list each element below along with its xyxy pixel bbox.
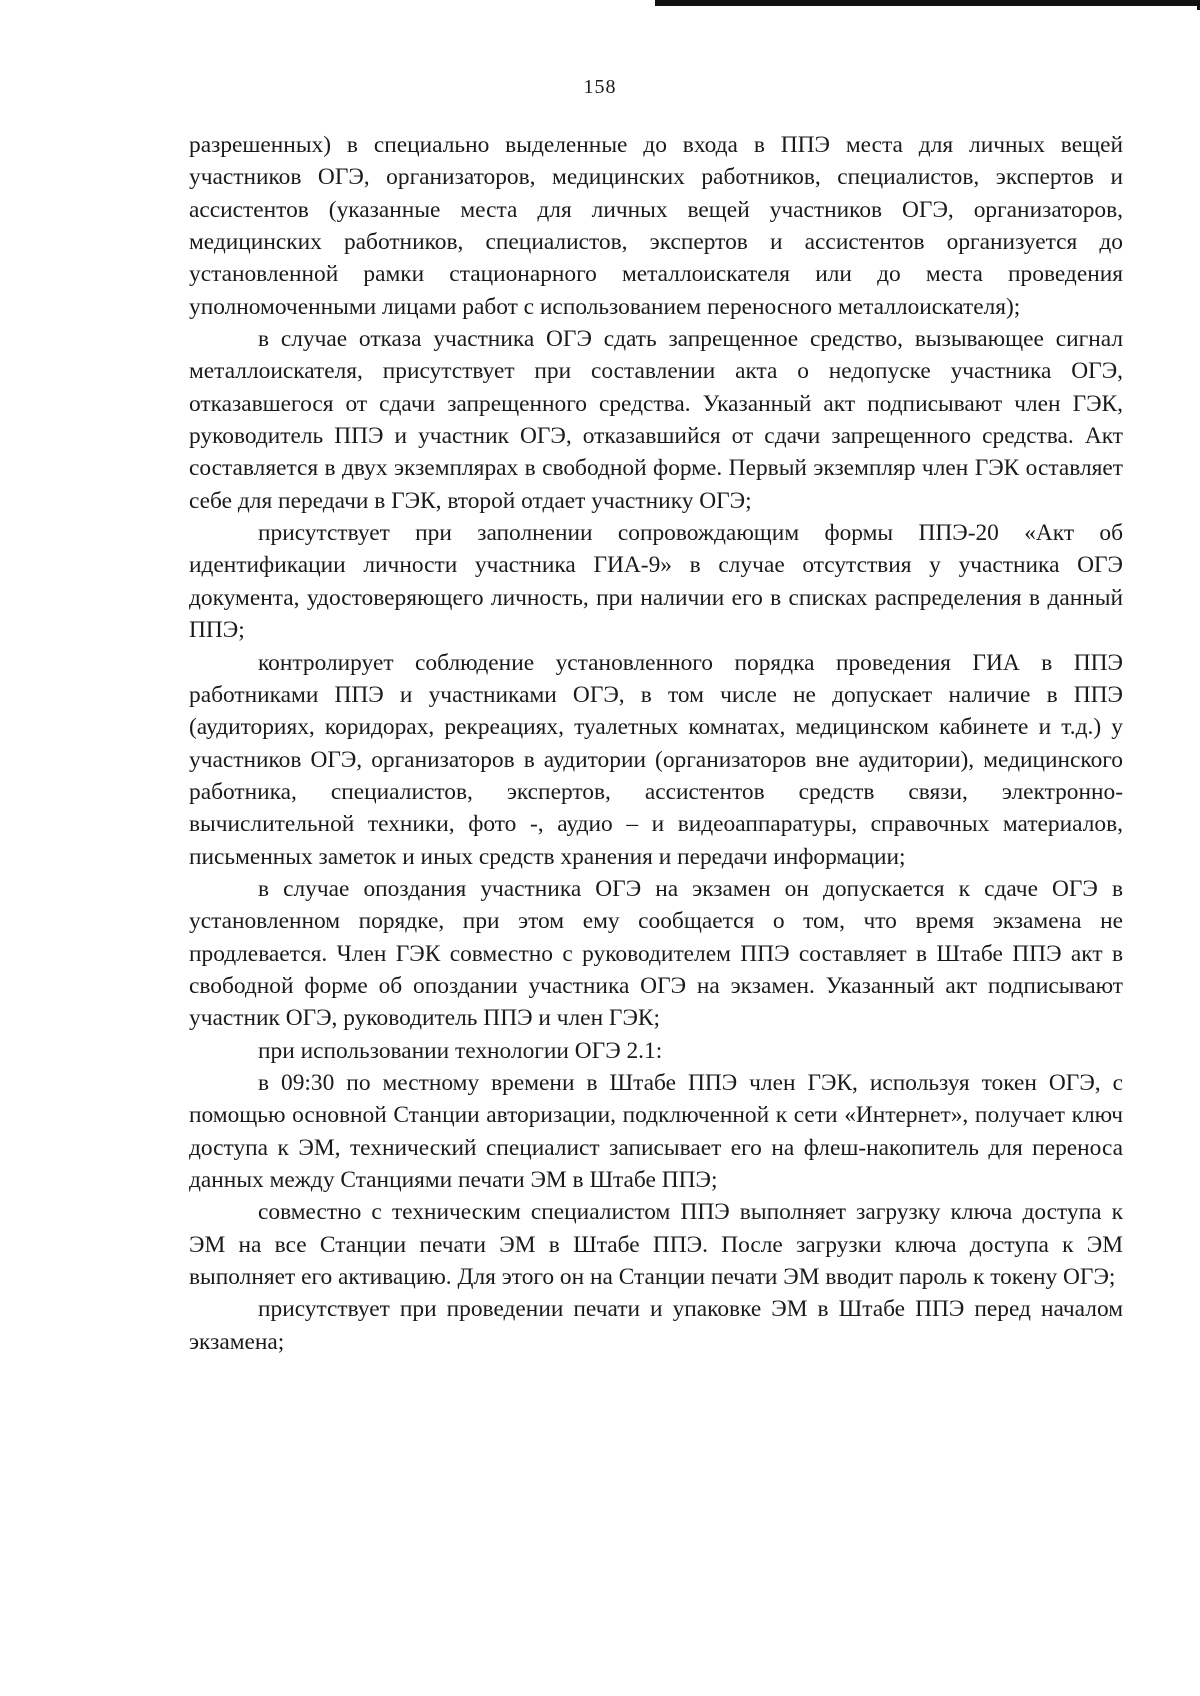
paragraph-personal-items: разрешенных) в специально выделенные до входа в ППЭ места для личных вещей участников ОГЭ, организаторов, медицинских работников, специалистов, экспертов и ассистентов (указанные места для личных вещей участников ОГЭ, организаторов, медицинских работников, специалистов, экспертов и ассистентов организуется до установленной рамки стационарного металлоискателя или до места проведения уполномоченными лицами работ с использованием переносного металлоискателя); [189,132,1123,320]
page-number: 158 [583,76,617,98]
paragraph-late-arrival: в случае опоздания участника ОГЭ на экзамен он допускается к сдаче ОГЭ в установленном порядке, при этом ему сообщается о том, что время экзамена не продлевается. Член ГЭК совместно с руководителем ППЭ составляет в Штабе ППЭ акт в свободной форме об опоздании участника ОГЭ на экзамен. Указанный акт подписывают участник ОГЭ, руководитель ППЭ и член ГЭК; [189,875,1123,1032]
document-body [189,129,1123,1358]
paragraph-technology-heading: при использовании технологии ОГЭ 2.1: [258,1037,663,1064]
paragraph-refusal-act: в случае отказа участника ОГЭ сдать запрещенное средство, вызывающее сигнал металлоискателя, присутствует при составлении акта о недопуске участника ОГЭ, отказавшегося от сдачи запрещенного средства. Указанный акт подписывают член ГЭК, руководитель ППЭ и участник ОГЭ, отказавшийся от сдачи запрещенного средства. Акт составляется в двух экземплярах в свободной форме. Первый экземпляр член ГЭК оставляет себе для передачи в ГЭК, второй отдает участнику ОГЭ; [189,326,1123,514]
paragraph-access-key: в 09:30 по местному времени в Штабе ППЭ член ГЭК, используя токен ОГЭ, с помощью основной Станции авторизации, подключенной к сети «Интернет», получает ключ доступа к ЭМ, технический специалист записывает его на флеш-накопитель для переноса данных между Станциями печати ЭМ в Штабе ППЭ; [189,1069,1123,1193]
scan-border-top [655,0,1200,6]
paragraph-identification-act: присутствует при заполнении сопровождающим формы ППЭ-20 «Акт об идентификации личности участника ГИА-9» в случае отсутствия у участника ОГЭ документа, удостоверяющего личность, при наличии его в списках распределения в данный ППЭ; [189,520,1123,644]
paragraph-control-order: контролирует соблюдение установленного порядка проведения ГИА в ППЭ работниками ППЭ и участниками ОГЭ, в том числе не допускает наличие в ППЭ (аудиториях, коридорах, рекреациях, туалетных комнатах, медицинском кабинете и т.д.) у участников ОГЭ, организаторов в аудитории (организаторов вне аудитории), медицинского работника, специалистов, экспертов, ассистентов средств связи, электронно- вычислительной техники, фото -, аудио – и видеоаппаратуры, справочных материалов, письменных заметок и иных средств хранения и передачи информации; [189,649,1123,870]
paragraph-key-loading: совместно с техническим специалистом ППЭ выполняет загрузку ключа доступа к ЭМ на все Станции печати ЭМ в Штабе ППЭ. После загрузки ключа доступа к ЭМ выполняет его активацию. Для этого он на Станции печати ЭМ вводит пароль к токену ОГЭ; [189,1199,1123,1291]
paragraph-printing: присутствует при проведении печати и упаковке ЭМ в Штабе ППЭ перед началом экзамена; [189,1296,1123,1355]
